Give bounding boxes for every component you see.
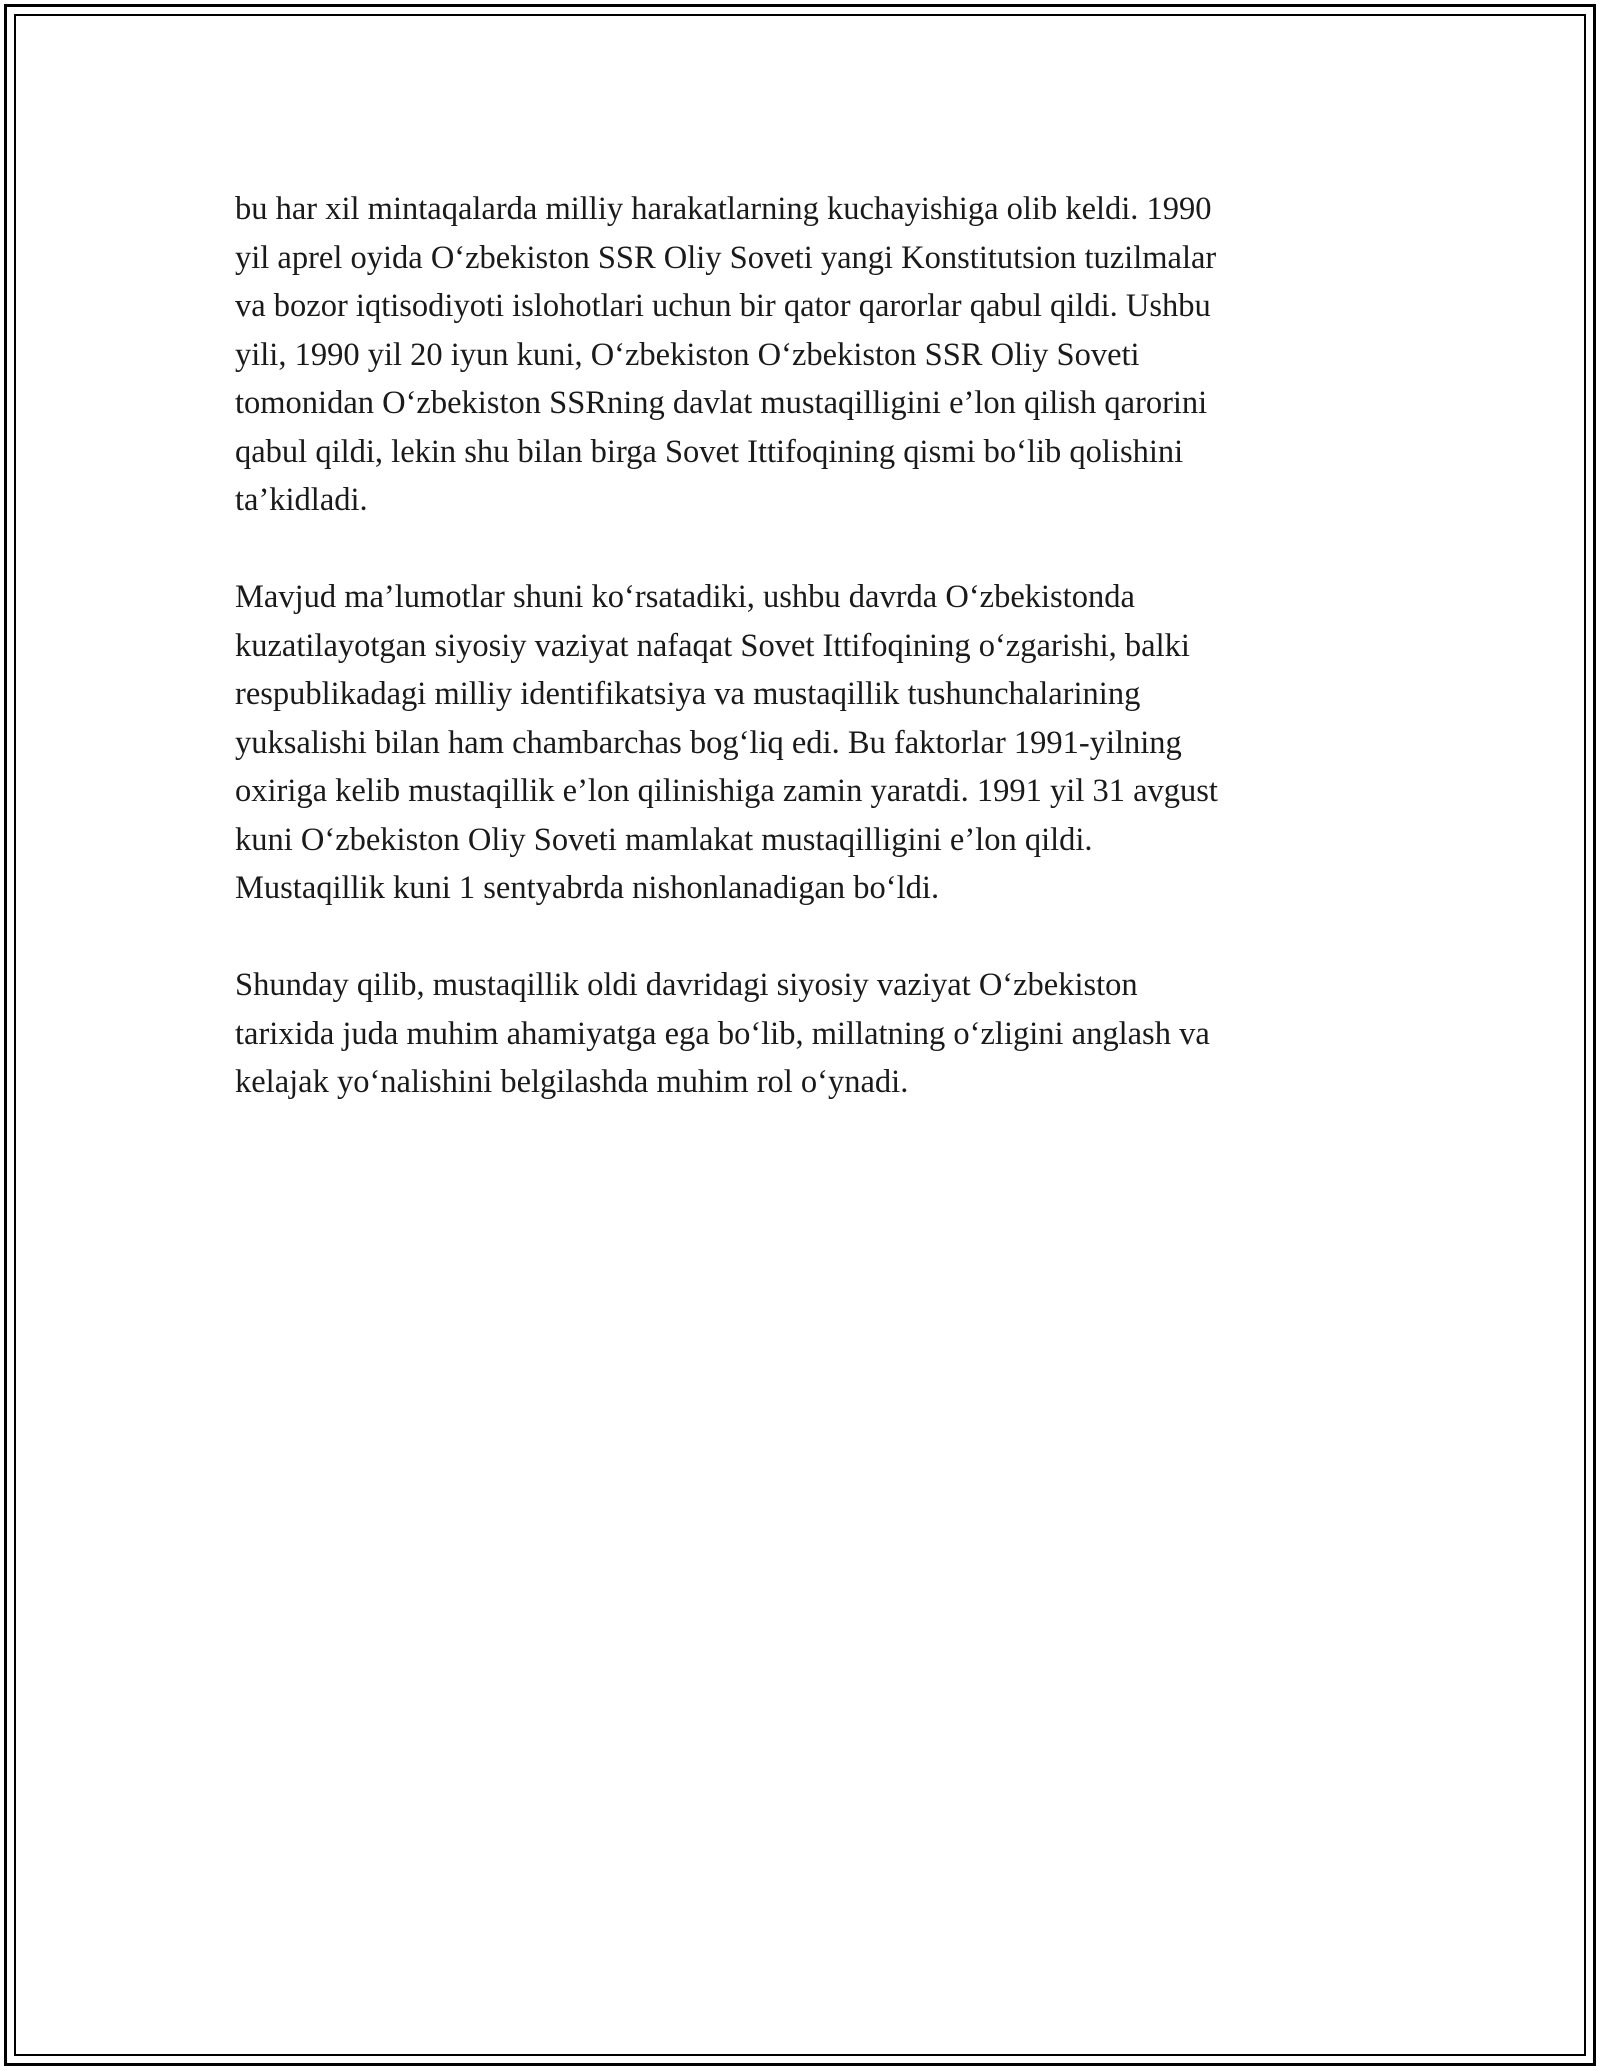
paragraph-2: Mavjud ma’lumotlar shuni ko‘rsatadiki, ushbu davrda O‘zbekistonda kuzatilayotgan siyosiy vaziyat nafaqat Sovet Ittifoqining o‘zgarishi, balki respublikadagi milliy identifikatsiya va mustaqillik tushunchalarining yuksalishi bilan ham chambarchas bog‘liq edi. Bu faktorlar 1991-yilning oxiriga kelib mustaqillik e’lon qilinishiga zamin yaratdi. 1991 yil 31 avgust kuni O‘zbekiston Oliy Soveti mamlakat mustaqilligini e’lon qildi. Mustaqillik kuni 1 sentyabrda nishonlanadigan bo‘ldi. [235, 579, 1218, 906]
paragraph-3: Shunday qilib, mustaqillik oldi davridagi siyosiy vaziyat O‘zbekiston tarixida juda muhim ahamiyatga ega bo‘lib, millatning o‘zligini anglash va kelajak yo‘nalishini belgilashda muhim rol o‘ynadi. [235, 967, 1210, 1100]
document-body [235, 185, 1365, 1155]
paragraph-1: bu har xil mintaqalarda milliy harakatlarning kuchayishiga olib keldi. 1990 yil aprel oyida O‘zbekiston SSR Oliy Soveti yangi Konstitutsion tuzilmalar va bozor iqtisodiyoti islohotlari uchun bir qator qarorlar qabul qildi. Ushbu yili, 1990 yil 20 iyun kuni, O‘zbekiston O‘zbekiston SSR Oliy Soveti tomonidan O‘zbekiston SSRning davlat mustaqilligini e’lon qilish qarorini qabul qildi, lekin shu bilan birga Sovet Ittifoqining qismi bo‘lib qolishini ta’kidladi. [235, 191, 1217, 518]
